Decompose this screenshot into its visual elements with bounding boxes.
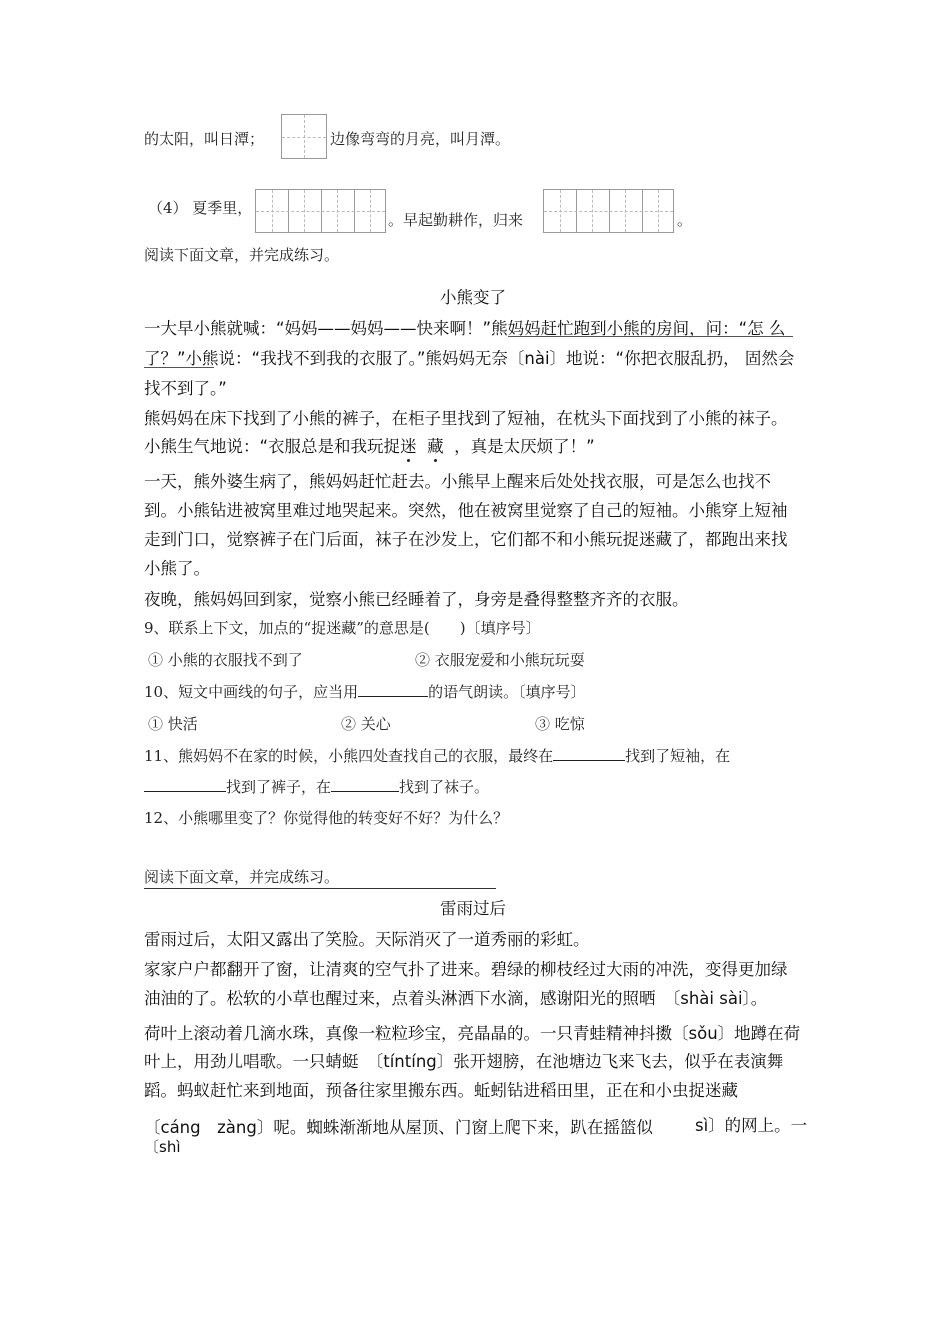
passage1-angry-line (144, 433, 595, 457)
passage2-instruction: 阅读下面文章，并完成练习。 (144, 868, 340, 886)
q11-text-d: 找到了袜子。 (399, 778, 490, 796)
answer-blank[interactable] (553, 746, 625, 761)
q10-text-b: 的语气朗读。〔填序号〕 (428, 683, 586, 701)
passage2-line: sì〕的网上。一 (695, 1116, 808, 1135)
passage2-title: 雷雨过后 (440, 899, 506, 918)
passage1-line: 到。小熊钻进被窝里难过地哭起来。突然，他在被窝里觉察了自己的短袖。小熊穿上短袖 (144, 501, 788, 520)
question-11-line-1 (144, 745, 730, 766)
writing-grid-4cell-b[interactable] (543, 189, 674, 233)
underline-sentence (144, 367, 214, 368)
angry-line-start: 小熊生气地说：“衣服总是和我玩捉 (144, 437, 401, 456)
q10-option-1[interactable]: ① 快活 (148, 715, 198, 733)
passage2-line: 雷雨过后，太阳又露出了笑脸。天际消灭了一道秀丽的彩虹。 (144, 930, 590, 949)
dotted-word: 迷 (400, 437, 417, 456)
passage2-line: 家家户户都翻开了窗，让清爽的空气扑了进来。碧绿的柳枝经过大雨的冲洗，变得更加绿 (144, 960, 788, 979)
q10-option-2[interactable]: ② 关心 (341, 715, 391, 733)
writing-grid-4cell-a[interactable] (255, 189, 386, 233)
fill-in-line-1a: 的太阳，叫日潭； (144, 130, 265, 148)
q11-text-b: 找到了短袖，在 (625, 747, 731, 765)
passage1-line: 小熊了。 (144, 559, 210, 578)
passage1-instruction: 阅读下面文章，并完成练习。 (144, 246, 340, 264)
passage1-line: 走到门口，觉察裤子在门后面，袜子在沙发上，它们都不和小熊玩捉迷藏了，都跑出来找 (144, 530, 788, 549)
passage2-line: 蹈。蚂蚁赶忙来到地面，预备往家里搬东西。蚯蚓钻进稻田里，正在和小虫捉迷藏 (144, 1081, 738, 1100)
passage2-line: 荷叶上滚动着几滴水珠，真像一粒粒珍宝，亮晶晶的。一只青蛙精神抖擞〔sǒu〕地蹲在荷 (144, 1024, 801, 1043)
q11-text-c: 找到了裤子，在 (226, 778, 332, 796)
question-9: 9、联系上下文，加点的“捉迷藏”的意思是( )〔填序号〕 (144, 619, 541, 637)
passage1-line: 熊妈妈在床下找到了小熊的裤子，在柜子里找到了短袖，在枕头下面找到了小熊的袜子。 (144, 409, 788, 428)
divider (144, 888, 496, 889)
dotted-word: 藏 (427, 437, 444, 456)
q10-option-3[interactable]: ③ 吃惊 (535, 715, 585, 733)
underline-sentence (508, 336, 793, 337)
passage2-line: 〔shì (144, 1138, 181, 1156)
passage2-line: 〔cáng zàng〕呢。蜘蛛渐渐地从屋顶、门窗上爬下来，趴在摇篮似 (144, 1118, 653, 1137)
answer-blank[interactable] (358, 682, 428, 697)
writing-grid-box[interactable] (281, 114, 327, 159)
passage1-line: 夜晚，熊妈妈回到家，觉察小熊已经睡着了，身旁是叠得整整齐齐的衣服。 (144, 590, 689, 609)
q9-option-2[interactable]: ② 衣服宠爱和小熊玩玩耍 (415, 651, 585, 669)
fill-in-line-2-end: 。 (677, 211, 693, 229)
fill-in-line-1b: 边像弯弯的月亮，叫月潭。 (330, 130, 511, 148)
fill-in-line-2-label: （4） 夏季里， (148, 199, 253, 217)
passage1-line: 找不到了。” (144, 379, 227, 398)
fill-in-line-2-mid: 。早起勤耕作，归来 (388, 211, 524, 229)
q9-option-1[interactable]: ① 小熊的衣服找不到了 (148, 651, 303, 669)
passage2-line: 油油的了。松软的小草也醒过来，点着头淋洒下水滴，感谢阳光的照晒 〔shài sài〕。 (144, 989, 768, 1008)
question-12: 12、小熊哪里变了？你觉得他的转变好不好？为什么？ (144, 809, 509, 827)
answer-blank[interactable] (144, 777, 226, 792)
question-10 (144, 681, 586, 702)
passage2-line: 叶上，用劲儿唱歌。一只蜻蜓 〔tíntíng〕张开翅膀，在池塘边飞来飞去，似乎在表演舞 (144, 1052, 784, 1071)
passage1-line: 一大早小熊就喊：“妈妈——妈妈——快来啊！”熊妈妈赶忙跑到小熊的房间，问：“怎 么 (144, 319, 786, 338)
q11-text-a: 11、熊妈妈不在家的时候，小熊四处查找自己的衣服，最终在 (144, 747, 554, 765)
passage1-title: 小熊变了 (440, 288, 506, 307)
angry-line-end: ，真是太厌烦了！” (454, 437, 595, 456)
passage1-line: 一天，熊外婆生病了，熊妈妈赶忙赶去。小熊早上醒来后处处找衣服，可是怎么也找不 (144, 472, 771, 491)
passage1-line: 了？”小熊说：“我找不到我的衣服了。”熊妈妈无奈〔nài〕地说：“你把衣服乱扔， 固然会 (144, 349, 795, 368)
answer-blank[interactable] (331, 777, 399, 792)
question-11-line-2 (144, 776, 489, 797)
q10-text-a: 10、短文中画线的句子，应当用 (144, 683, 359, 701)
